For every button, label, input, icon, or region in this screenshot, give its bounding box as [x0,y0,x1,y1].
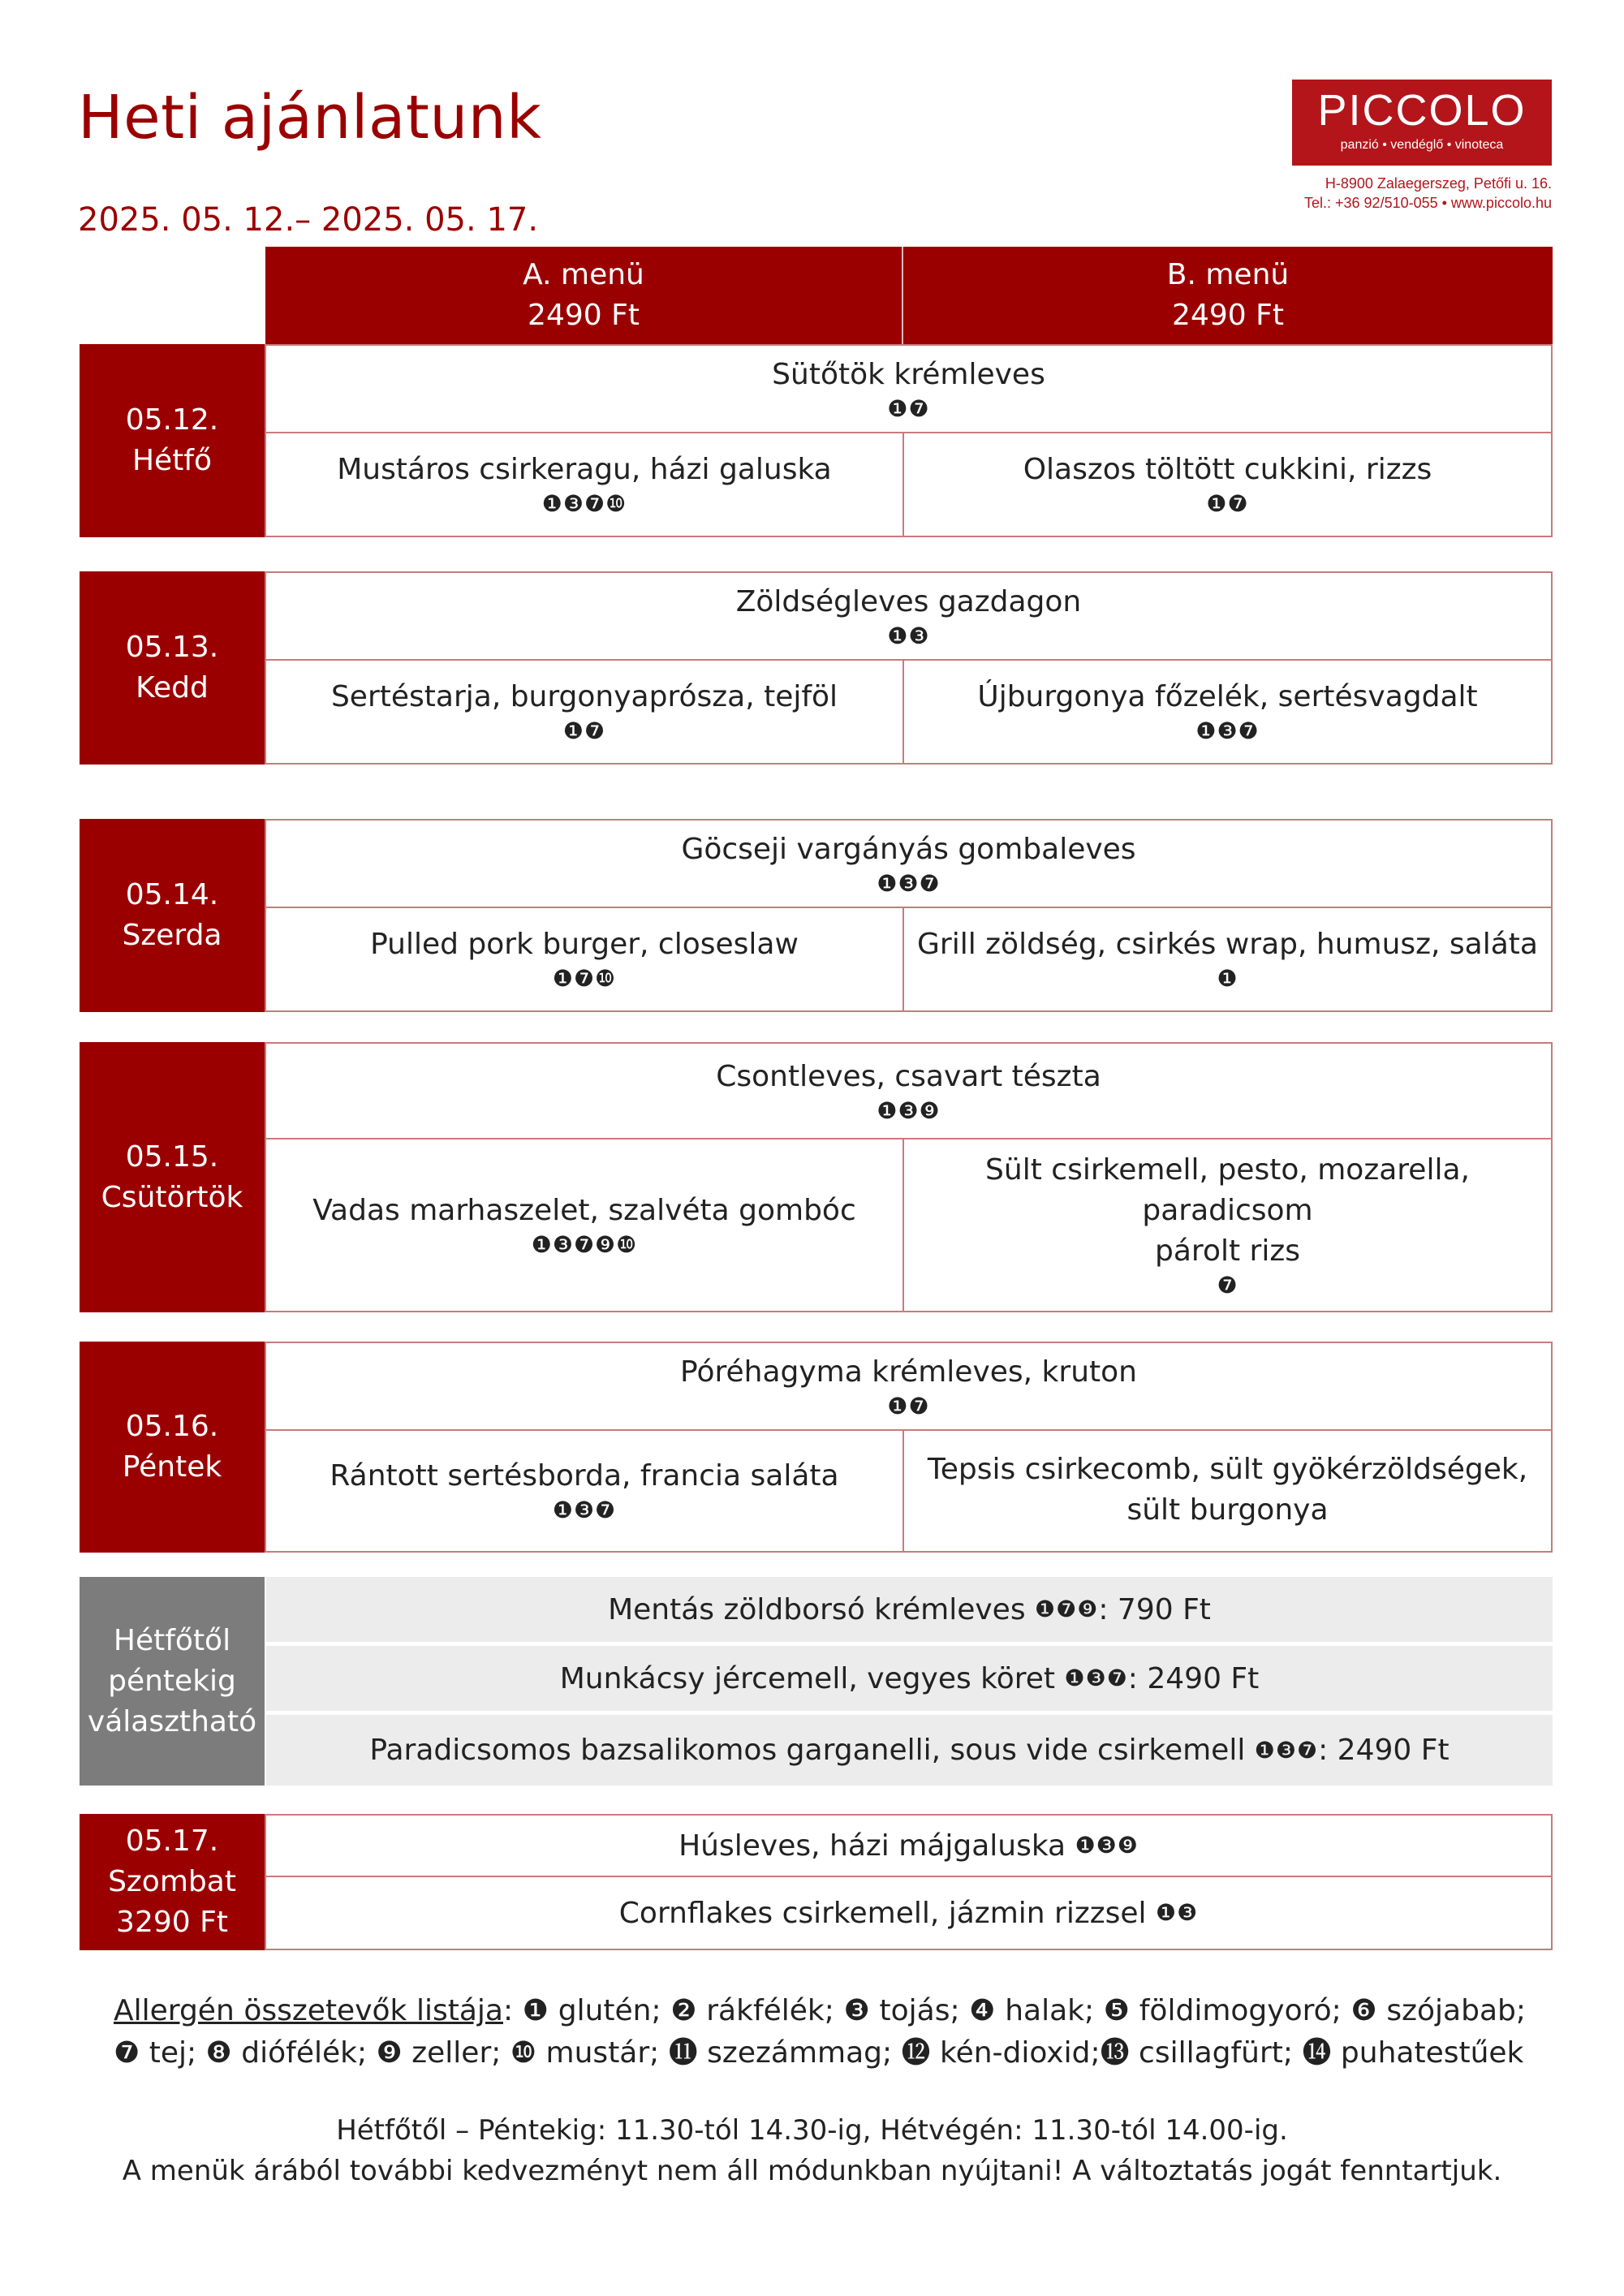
date-range: 2025. 05. 12.– 2025. 05. 17. [78,201,539,239]
weekly-item [266,1715,1553,1786]
dish-name: Grill zöldség, csirkés wrap, humusz, saláta [917,928,1538,961]
main-allergens: ❶❸ [1156,1899,1199,1926]
dish-allergens: ❶❸❼ [1195,717,1260,744]
soup-cell [266,573,1551,661]
day-menu [265,571,1553,765]
dish-allergens: ❶❼ [1206,490,1249,517]
day-name: Csütörtök [101,1180,243,1214]
page-title: Heti ajánlatunk [78,83,542,153]
soup-allergens: ❶❸❾ [1075,1832,1139,1859]
piccolo-logo [1292,80,1552,166]
item-price: : 790 Ft [1098,1592,1211,1626]
soup-cell [266,1044,1551,1139]
weekly-items [266,1577,1553,1786]
weekly-label-line: péntekig [108,1664,236,1698]
soup-cell [266,1343,1551,1431]
weekly-item [266,1646,1553,1711]
weekly-label-line: Hétfőtől [113,1623,231,1657]
dish-name: Újburgonya főzelék, sertésvagdalt [977,680,1478,713]
menu-a-dish [266,1429,904,1551]
day-label [80,571,265,765]
opening-hours: Hétfőtől – Péntekig: 11.30-tól 14.30-ig, Hétvégén: 11.30-tól 14.00-ig. [336,2114,1288,2147]
dish-allergens: ❶❸❼❿ [541,490,627,517]
item-allergens: ❶❸❼ [1254,1736,1319,1764]
menu-a-price: 2490 Ft [528,299,640,332]
logo-name: PICCOLO [1317,86,1527,135]
menu-b-dish [904,907,1551,1010]
day-date: 05.16. [125,1410,219,1443]
dish-name: Rántott sertésborda, francia saláta [330,1459,839,1493]
weekly-label-line: választható [87,1704,257,1738]
soup-allergens: ❶❸❾ [877,1097,941,1124]
menu-a-dish [266,432,904,536]
item-name: Munkácsy jércemell, vegyes köret [559,1661,1056,1695]
soup-name: Zöldségleves gazdagon [735,585,1082,618]
dish-allergens: ❶ [1217,965,1238,992]
item-price: : 2490 Ft [1318,1734,1450,1767]
dish-name: Tepsis csirkecomb, sült gyökérzöldségek, [927,1453,1528,1486]
soup-allergens: ❶❸❼ [877,870,941,897]
soup-name: Póréhagyma krémleves, kruton [680,1355,1137,1389]
mains-row [266,659,1551,763]
day-block-saturday [80,1814,1553,1950]
day-name: Hétfő [131,444,213,477]
day-menu [265,1814,1553,1950]
dish-allergens: ❶❸❼❾❿ [531,1230,638,1258]
menu-b-dish [904,659,1551,763]
menu-a-name: A. menü [523,258,644,291]
weekly-item [266,1577,1553,1642]
item-allergens: ❶❼❾ [1035,1596,1099,1622]
soup-cell [266,1816,1551,1877]
weekly-label [80,1577,265,1786]
day-block-wednesday [80,819,1553,1012]
mains-row [266,1429,1551,1551]
day-name: Péntek [122,1450,222,1484]
day-date: 05.17. [125,1824,219,1858]
item-name: Paradicsomos bazsalikomos garganelli, sous vide csirkemell [369,1734,1246,1767]
day-price: 3290 Ft [116,1906,228,1939]
item-allergens: ❶❸❼ [1064,1665,1128,1691]
item-price: : 2490 Ft [1127,1661,1260,1695]
day-label [80,1042,265,1312]
day-menu [265,344,1553,537]
day-block-monday [80,344,1553,537]
dish-allergens: ❼ [1217,1271,1238,1299]
day-block-tuesday [80,571,1553,765]
dish-name: Mustáros csirkeragu, házi galuska [337,453,832,486]
day-label [80,819,265,1012]
dish-name: Olaszos töltött cukkini, rizzs [1023,453,1432,486]
day-date: 05.14. [125,878,219,911]
soup-name: Sütőtök krémleves [772,358,1045,391]
menu-b-dish [904,1429,1551,1551]
menu-a-dish [266,659,904,763]
day-name: Szombat [108,1865,236,1898]
dish-name-cont: párolt rizs [1155,1234,1300,1268]
day-menu [265,1042,1553,1312]
menu-b-dish [904,1138,1551,1311]
soup-cell [266,821,1551,908]
menu-b-price: 2490 Ft [1172,299,1284,332]
weekly-selection [80,1577,1553,1786]
mains-row [266,907,1551,1010]
dish-allergens: ❶❼❿ [552,965,617,992]
soup-name: Csontleves, csavart tészta [716,1060,1101,1093]
day-block-friday [80,1342,1553,1553]
dish-name: Sült csirkemell, pesto, mozarella, paradicsom [985,1152,1470,1227]
address-line: H-8900 Zalaegerszeg, Petőfi u. 16. [1325,175,1552,192]
soup-name: Göcseji vargányás gombaleves [681,833,1136,866]
day-date: 05.15. [125,1139,219,1174]
contact-line: Tel.: +36 92/510-055 • www.piccolo.hu [1304,195,1552,211]
day-label [80,1342,265,1553]
mains-row [266,432,1551,536]
disclaimer: A menük árából további kedvezményt nem áll módunkban nyújtani! A változtatás jogát fenntartjuk. [122,2155,1502,2187]
menu-a-dish [266,907,904,1010]
day-date: 05.12. [125,403,219,437]
soup-allergens: ❶❼ [887,1393,930,1419]
dish-allergens: ❶❼ [562,717,606,744]
menu-b-name: B. menü [1166,258,1290,291]
soup-name: Húsleves, házi májgaluska [678,1829,1066,1863]
day-name: Szerda [122,919,222,952]
day-menu [265,1342,1553,1553]
dish-name: Pulled pork burger, closeslaw [370,928,799,961]
allergen-list: Allergén összetevők listája: ❶ glutén; ❷ rákfélék; ❸ tojás; ❹ halak; ❺ földimogyoró; ❻ szójabab; ❼ tej; ❽ diófélék; ❾ zeller; ❿ mustár; ⓫ szezámmag; ⓬ kén-dioxid;⓭ csillagfürt; ⓮ puhatestűek [114,1994,1527,2070]
menu-a-header [265,247,903,344]
allergen-list-items: ❶ glutén; ❷ rákfélék; ❸ tojás; ❹ halak; ❺ földimogyoró; ❻ szójabab; ❼ tej; ❽ diófélék; ❾ zeller; ❿ mustár; ⓫ szezámmag; ⓬ kén-dioxid;⓭ csillagfürt; ⓮ puhatestűek [114,1994,1527,2070]
dish-allergens: ❶❸❼ [552,1497,617,1523]
allergen-list-label: Allergén összetevők listája [114,1994,503,2027]
dish-name-cont: sült burgonya [1126,1493,1329,1527]
day-name: Kedd [136,671,209,704]
menu-b-header [903,247,1553,344]
main-cell [266,1877,1551,1949]
day-block-thursday [80,1042,1553,1312]
logo-tagline: panzió • vendéglő • vinoteca [1340,138,1504,152]
item-name: Mentás zöldborsó krémleves [608,1592,1026,1626]
soup-cell [266,346,1551,433]
footer [0,2110,1624,2191]
soup-allergens: ❶❸ [887,622,930,649]
menu-a-dish [266,1138,904,1311]
dish-name: Sertéstarja, burgonyaprósza, tejföl [330,680,838,713]
soup-allergens: ❶❼ [887,395,930,422]
day-date: 05.13. [125,631,219,664]
dish-name: Vadas marhaszelet, szalvéta gombóc [312,1193,856,1227]
address-block [1304,174,1552,213]
day-label [80,344,265,537]
day-menu [265,819,1553,1012]
menu-b-dish [904,432,1551,536]
day-label [80,1814,265,1950]
main-name: Cornflakes csirkemell, jázmin rizzsel [618,1896,1147,1930]
mains-row [266,1138,1551,1311]
